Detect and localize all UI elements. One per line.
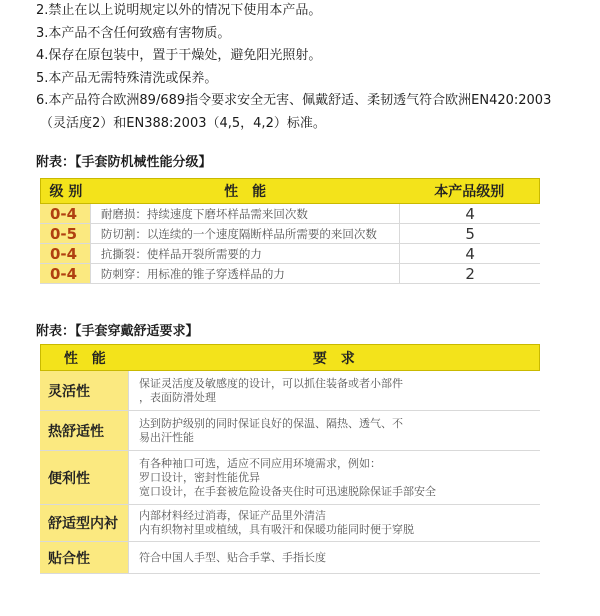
header-performance: 性 能 [224, 184, 267, 200]
requirement-line: 保证灵活度及敏感度的设计，可以抓住装备或者小部件 [139, 376, 403, 390]
table-row [40, 204, 540, 224]
requirement-text [128, 505, 540, 541]
property-name: 热舒适性 [40, 411, 128, 450]
header-requirement: 要 求 [312, 350, 355, 367]
requirement-line: ，表面防滑处理 [139, 390, 216, 404]
requirement-text [128, 451, 540, 504]
header-product-level: 本产品级别 [434, 184, 505, 200]
header-performance: 性 能 [63, 350, 106, 367]
level-cell: 0-4 [40, 244, 90, 263]
requirement-line: 达到防护级别的同时保证良好的保温、隔热、透气、不 [139, 416, 403, 430]
table-row [40, 505, 540, 542]
requirement-text [128, 371, 540, 410]
description-cell: 抗撕裂：使样品开裂所需要的力 [90, 244, 399, 263]
level-cell: 0-5 [40, 224, 90, 243]
grade-cell: 5 [399, 224, 540, 243]
note-6: 6.本产品符合欧洲89/689指令要求安全无害、佩戴舒适、柔韧透气符合欧洲EN420:2003 [36, 93, 552, 108]
note-5: 5.本产品无需特殊清洗或保养。 [36, 70, 218, 86]
table-row [40, 451, 540, 505]
requirement-line: 罗口设计，密封性能优异 [139, 470, 260, 484]
requirement-text [128, 542, 540, 573]
level-cell: 0-4 [40, 264, 90, 283]
requirement-line: 宽口设计，在手套被危险设备夹住时可迅速脱除保证手部安全 [139, 484, 436, 498]
mechanical-performance-table [40, 178, 540, 284]
note-3: 3.本产品不含任何致癌有害物质。 [36, 25, 231, 41]
table-row [40, 371, 540, 411]
comfort-table-title: 附表：【手套穿戴舒适要求】 [36, 324, 199, 339]
property-name: 便利性 [40, 451, 128, 504]
requirement-text [128, 411, 540, 450]
table-header [40, 344, 540, 371]
mechanical-table-title: 附表：【手套防机械性能分级】 [36, 155, 212, 170]
description-cell: 防切割：以连续的一个速度隔断样品所需要的来回次数 [90, 224, 399, 243]
grade-cell: 2 [399, 264, 540, 283]
comfort-requirements-table [40, 344, 540, 574]
description-cell: 防刺穿：用标准的锥子穿透样品的力 [90, 264, 399, 283]
note-4: 4.保存在原包装中，置于干燥处，避免阳光照射。 [36, 48, 322, 63]
property-name: 灵活性 [40, 371, 128, 410]
requirement-line: 内部材料经过消毒，保证产品里外清洁 [139, 509, 326, 522]
requirement-line: 内有织物衬里或植绒，具有吸汗和保暖功能同时便于穿脱 [139, 523, 414, 536]
level-cell: 0-4 [40, 204, 90, 223]
property-name: 贴合性 [40, 542, 128, 573]
grade-cell: 4 [399, 204, 540, 223]
table-row [40, 224, 540, 244]
table-header [40, 178, 540, 204]
header-level: 级 别 [49, 184, 83, 200]
table-row [40, 542, 540, 574]
note-2: 2.禁止在以上说明规定以外的情况下使用本产品。 [36, 3, 322, 18]
requirement-line: 有各种袖口可选，适应不同应用环境需求，例如： [139, 456, 381, 470]
grade-cell: 4 [399, 244, 540, 263]
description-cell: 耐磨损：持续速度下磨坏样品需来回次数 [90, 204, 399, 223]
property-name: 舒适型内衬 [40, 505, 128, 541]
table-row [40, 244, 540, 264]
table-row [40, 264, 540, 284]
usage-notes [36, 0, 592, 135]
table-row [40, 411, 540, 451]
requirement-line: 符合中国人手型、贴合手掌、手指长度 [139, 550, 326, 564]
requirement-line: 易出汗性能 [139, 430, 194, 444]
note-6-continued: （灵活度2）和EN388:2003（4,5，4,2）标准。 [40, 115, 326, 131]
